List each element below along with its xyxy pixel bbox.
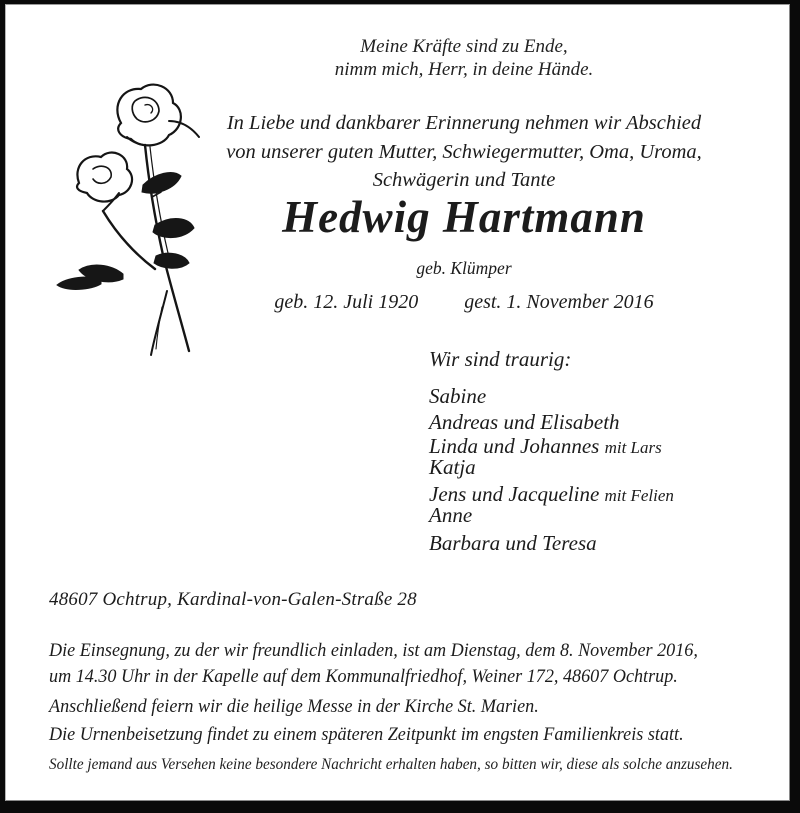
death-date: gest. 1. November 2016 bbox=[464, 291, 654, 313]
intro-text bbox=[134, 109, 794, 195]
intro-line: Schwägerin und Tante bbox=[372, 169, 556, 191]
mourning-intro: Wir sind traurig: bbox=[429, 347, 572, 371]
intro-line: von unserer guten Mutter, Schwiegermutter, Oma, Uroma, bbox=[226, 140, 702, 163]
mourner-suffix: mit Felien bbox=[604, 486, 674, 505]
life-dates bbox=[134, 291, 794, 314]
mourner-name: Jens und Jacqueline mit Felien bbox=[429, 482, 674, 506]
mourner-name: Katja bbox=[429, 455, 476, 479]
mourner-name: Linda und Johannes mit Lars bbox=[429, 434, 662, 458]
mourner-suffix: mit Lars bbox=[604, 438, 662, 457]
birth-date: geb. 12. Juli 1920 bbox=[274, 291, 419, 313]
address-line: 48607 Ochtrup, Kardinal-von-Galen-Straße 28 bbox=[49, 589, 417, 610]
service-paragraph bbox=[49, 638, 764, 690]
intro-line: In Liebe und dankbarer Erinnerung nehmen wir Abschied bbox=[226, 112, 702, 134]
service-line: Die Einsegnung, zu der wir freundlich einladen, ist am Dienstag, dem 8. November 2016, bbox=[49, 641, 698, 661]
mourner-name: Andreas und Elisabeth bbox=[429, 410, 620, 434]
service-paragraph: Anschließend feiern wir die heilige Messe in der Kirche St. Marien. bbox=[49, 697, 539, 717]
deceased-name: Hedwig Hartmann bbox=[282, 192, 646, 242]
verse-line: Meine Kräfte sind zu Ende, bbox=[360, 36, 568, 57]
mourner-name: Anne bbox=[429, 503, 473, 527]
footnote: Sollte jemand aus Versehen keine besondere Nachricht erhalten haben, so bitten wir, diese als solche anzusehen. bbox=[49, 756, 733, 773]
maiden-name: geb. Klümper bbox=[416, 258, 512, 278]
mourner-name: Barbara und Teresa bbox=[429, 531, 597, 555]
mourner-name: Sabine bbox=[429, 384, 487, 408]
service-paragraph: Die Urnenbeisetzung findet zu einem späteren Zeitpunkt im engsten Familienkreis statt. bbox=[49, 725, 684, 745]
opening-verse bbox=[134, 35, 794, 81]
obituary-page bbox=[5, 4, 790, 801]
verse-line: nimm mich, Herr, in deine Hände. bbox=[334, 59, 594, 80]
service-line: um 14.30 Uhr in der Kapelle auf dem Kommunalfriedhof, Weiner 172, 48607 Ochtrup. bbox=[49, 667, 678, 687]
